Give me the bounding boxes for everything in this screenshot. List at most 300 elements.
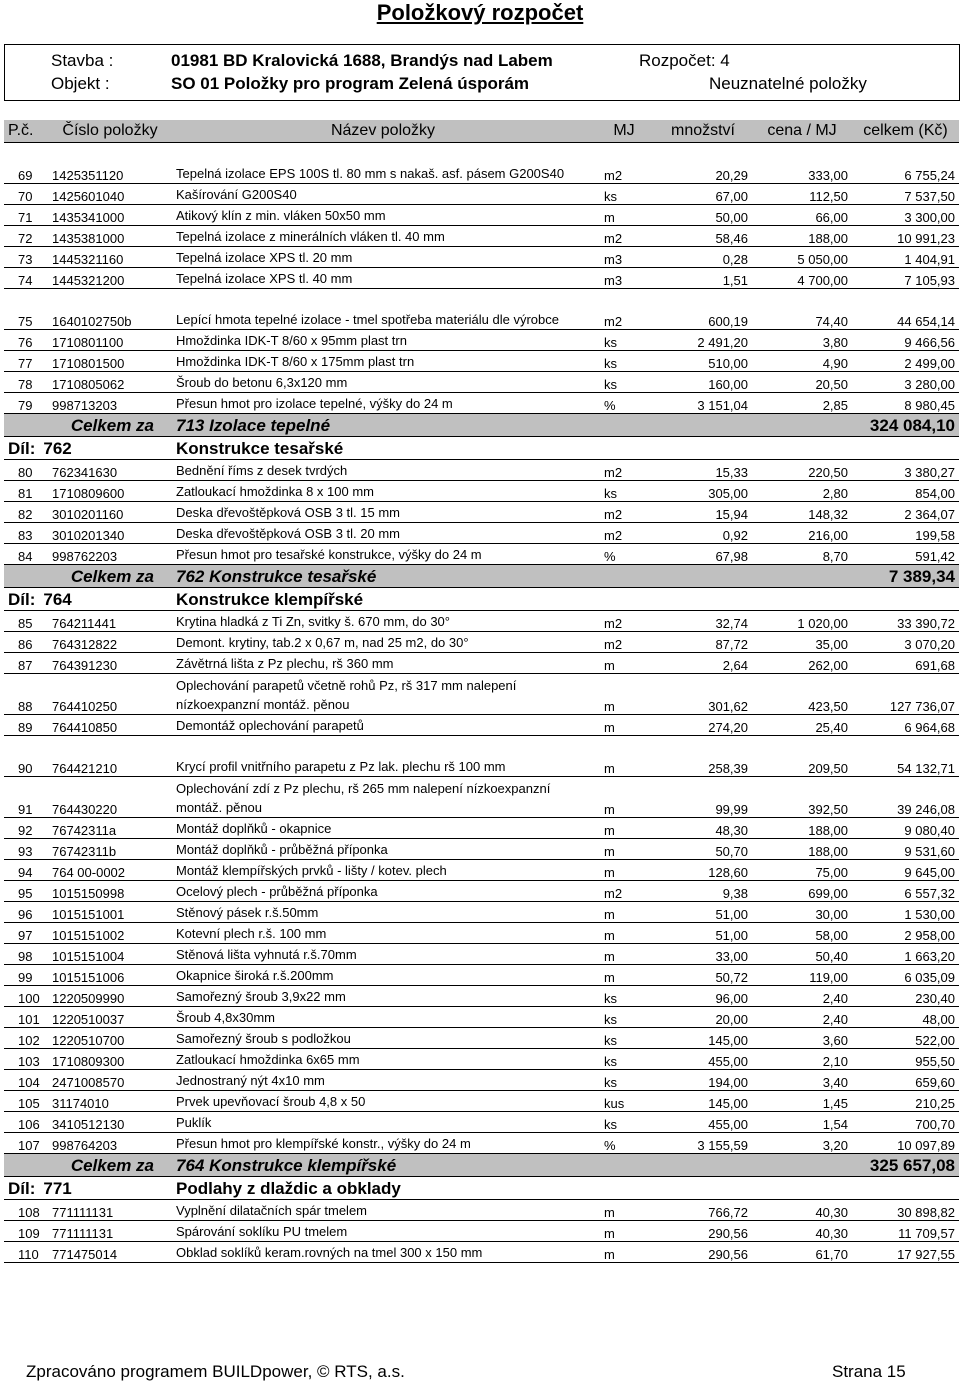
row-mj: m3 xyxy=(594,247,654,268)
row-mj: ks xyxy=(594,481,654,502)
section-label: Díl: xyxy=(8,1179,36,1198)
row-cena: 61,70 xyxy=(752,1242,852,1263)
total-label: Celkem za xyxy=(4,1154,172,1177)
row-mnozstvi: 305,00 xyxy=(654,481,752,502)
table-row xyxy=(4,1007,959,1028)
row-cena: 112,50 xyxy=(752,184,852,205)
table-row xyxy=(4,268,959,289)
row-cena: 2,85 xyxy=(752,393,852,414)
row-cislo: 764410850 xyxy=(48,715,172,736)
row-cislo: 31174010 xyxy=(48,1091,172,1112)
row-mnozstvi: 128,60 xyxy=(654,860,752,881)
table-row xyxy=(4,523,959,544)
row-mj: m2 xyxy=(594,289,654,330)
row-mj: m xyxy=(594,653,654,674)
row-mnozstvi: 0,92 xyxy=(654,523,752,544)
stavba-label: Stavba : xyxy=(51,51,114,70)
row-mj: m xyxy=(594,1242,654,1263)
row-pc: 87 xyxy=(4,653,48,674)
row-cislo: 1435341000 xyxy=(48,205,172,226)
row-mj: ks xyxy=(594,1070,654,1091)
row-mnozstvi: 15,94 xyxy=(654,502,752,523)
row-cena: 3,60 xyxy=(752,1028,852,1049)
row-cislo: 1710809600 xyxy=(48,481,172,502)
row-cena: 1 020,00 xyxy=(752,611,852,632)
footer-left: Zpracováno programem BUILDpower, © RTS, a.s. xyxy=(26,1362,405,1381)
row-celkem: 230,40 xyxy=(852,986,959,1007)
row-cena: 40,30 xyxy=(752,1221,852,1242)
row-celkem: 1 404,91 xyxy=(852,247,959,268)
section-header-row xyxy=(4,437,959,460)
row-nazev: Montáž klempířských prvků - lišty / kotev. plech xyxy=(172,860,594,881)
row-pc: 106 xyxy=(4,1112,48,1133)
table-row xyxy=(4,502,959,523)
table-row xyxy=(4,184,959,205)
row-pc: 97 xyxy=(4,923,48,944)
row-pc: 82 xyxy=(4,502,48,523)
row-cena: 119,00 xyxy=(752,965,852,986)
row-cislo: 1015151004 xyxy=(48,944,172,965)
row-pc: 73 xyxy=(4,247,48,268)
row-nazev: Demont. krytiny, tab.2 x 0,67 m, nad 25 m2, do 30° xyxy=(172,632,594,653)
col-cislo: Číslo položky xyxy=(48,120,172,143)
section-code: 764 xyxy=(43,590,72,609)
table-row xyxy=(4,1112,959,1133)
row-cena: 8,70 xyxy=(752,544,852,565)
section-total-row xyxy=(4,1154,959,1177)
table-row xyxy=(4,460,959,481)
row-cislo: 1425601040 xyxy=(48,184,172,205)
total-name: 713 Izolace tepelné xyxy=(172,414,852,437)
total-value: 7 389,34 xyxy=(852,565,959,588)
row-mj: kus xyxy=(594,1091,654,1112)
row-celkem: 7 105,93 xyxy=(852,268,959,289)
row-cena: 25,40 xyxy=(752,715,852,736)
row-mnozstvi: 2,64 xyxy=(654,653,752,674)
row-celkem: 3 070,20 xyxy=(852,632,959,653)
row-nazev: Jednostraný nýt 4x10 mm xyxy=(172,1070,594,1091)
row-nazev: Kašírování G200S40 xyxy=(172,184,594,205)
row-cena: 220,50 xyxy=(752,460,852,481)
row-mnozstvi: 301,62 xyxy=(654,674,752,715)
row-pc: 74 xyxy=(4,268,48,289)
row-cena: 262,00 xyxy=(752,653,852,674)
row-cislo: 1445321200 xyxy=(48,268,172,289)
row-nazev: Samořezný šroub 3,9x22 mm xyxy=(172,986,594,1007)
row-cislo: 771111131 xyxy=(48,1221,172,1242)
row-pc: 75 xyxy=(4,289,48,330)
table-row xyxy=(4,986,959,1007)
section-label-cell xyxy=(4,1177,172,1200)
row-celkem: 11 709,57 xyxy=(852,1221,959,1242)
row-pc: 104 xyxy=(4,1070,48,1091)
row-pc: 108 xyxy=(4,1200,48,1221)
row-pc: 69 xyxy=(4,143,48,184)
table-row xyxy=(4,818,959,839)
row-mj: m xyxy=(594,1221,654,1242)
row-nazev: Krycí profil vnitřního parapetu z Pz lak. plechu rš 100 mm xyxy=(172,736,594,777)
row-cena: 1,45 xyxy=(752,1091,852,1112)
table-row xyxy=(4,289,959,330)
table-row xyxy=(4,226,959,247)
row-mnozstvi: 50,00 xyxy=(654,205,752,226)
total-label: Celkem za xyxy=(4,565,172,588)
table-row xyxy=(4,330,959,351)
row-mnozstvi: 145,00 xyxy=(654,1028,752,1049)
row-celkem: 6 755,24 xyxy=(852,143,959,184)
row-cena: 4,90 xyxy=(752,351,852,372)
row-mnozstvi: 33,00 xyxy=(654,944,752,965)
row-cislo: 3010201160 xyxy=(48,502,172,523)
row-nazev: Okapnice široká r.š.200mm xyxy=(172,965,594,986)
row-celkem: 8 980,45 xyxy=(852,393,959,414)
row-mnozstvi: 766,72 xyxy=(654,1200,752,1221)
row-cislo: 1015151001 xyxy=(48,902,172,923)
row-mj: m2 xyxy=(594,632,654,653)
row-mnozstvi: 15,33 xyxy=(654,460,752,481)
row-pc: 100 xyxy=(4,986,48,1007)
row-mj: m2 xyxy=(594,881,654,902)
row-cislo: 1640102750b xyxy=(48,289,172,330)
total-name: 764 Konstrukce klempířské xyxy=(172,1154,852,1177)
table-row xyxy=(4,1091,959,1112)
row-celkem: 591,42 xyxy=(852,544,959,565)
row-pc: 85 xyxy=(4,611,48,632)
row-mnozstvi: 0,28 xyxy=(654,247,752,268)
row-cislo: 1710801500 xyxy=(48,351,172,372)
row-mj: ks xyxy=(594,986,654,1007)
row-pc: 98 xyxy=(4,944,48,965)
row-nazev: Hmoždinka IDK-T 8/60 x 95mm plast trn xyxy=(172,330,594,351)
row-mj: m xyxy=(594,1200,654,1221)
row-mj: % xyxy=(594,1133,654,1154)
row-celkem: 48,00 xyxy=(852,1007,959,1028)
table-row xyxy=(4,944,959,965)
row-cislo: 1445321160 xyxy=(48,247,172,268)
row-nazev: Závětrná lišta z Pz plechu, rš 360 mm xyxy=(172,653,594,674)
row-mj: ks xyxy=(594,1049,654,1070)
row-nazev: Ocelový plech - průběžná příponka xyxy=(172,881,594,902)
row-mj: m xyxy=(594,736,654,777)
row-cena: 3,20 xyxy=(752,1133,852,1154)
row-cena: 74,40 xyxy=(752,289,852,330)
row-cena: 188,00 xyxy=(752,818,852,839)
row-nazev: Montáž doplňků - okapnice xyxy=(172,818,594,839)
row-mnozstvi: 258,39 xyxy=(654,736,752,777)
row-cena: 3,80 xyxy=(752,330,852,351)
row-cena: 3,40 xyxy=(752,1070,852,1091)
row-cislo: 3410512130 xyxy=(48,1112,172,1133)
row-cislo: 762341630 xyxy=(48,460,172,481)
section-header-row xyxy=(4,1177,959,1200)
row-nazev: Kotevní plech r.š. 100 mm xyxy=(172,923,594,944)
row-mj: m2 xyxy=(594,143,654,184)
row-mj: m xyxy=(594,944,654,965)
row-pc: 102 xyxy=(4,1028,48,1049)
table-row xyxy=(4,1133,959,1154)
row-pc: 76 xyxy=(4,330,48,351)
row-mj: m xyxy=(594,839,654,860)
row-nazev: Zatloukací hmoždinka 6x65 mm xyxy=(172,1049,594,1070)
row-celkem: 44 654,14 xyxy=(852,289,959,330)
row-pc: 72 xyxy=(4,226,48,247)
row-mnozstvi: 600,19 xyxy=(654,289,752,330)
row-cislo: 764312822 xyxy=(48,632,172,653)
row-mj: m xyxy=(594,860,654,881)
row-cislo: 771475014 xyxy=(48,1242,172,1263)
row-nazev: Obklad soklíků keram.rovných na tmel 300 x 150 mm xyxy=(172,1242,594,1263)
row-mj: m2 xyxy=(594,460,654,481)
row-pc: 99 xyxy=(4,965,48,986)
row-pc: 77 xyxy=(4,351,48,372)
row-nazev: Stěnová lišta vyhnutá r.š.70mm xyxy=(172,944,594,965)
row-cena: 50,40 xyxy=(752,944,852,965)
row-cena: 392,50 xyxy=(752,777,852,818)
row-cislo: 1710809300 xyxy=(48,1049,172,1070)
row-celkem: 700,70 xyxy=(852,1112,959,1133)
table-row xyxy=(4,1221,959,1242)
row-celkem: 17 927,55 xyxy=(852,1242,959,1263)
row-celkem: 3 280,00 xyxy=(852,372,959,393)
page-title: Položkový rozpočet xyxy=(376,0,584,25)
total-label: Celkem za xyxy=(4,414,172,437)
row-celkem: 3 380,27 xyxy=(852,460,959,481)
row-nazev: Hmoždinka IDK-T 8/60 x 175mm plast trn xyxy=(172,351,594,372)
row-cislo: 3010201340 xyxy=(48,523,172,544)
row-pc: 107 xyxy=(4,1133,48,1154)
row-cena: 2,40 xyxy=(752,986,852,1007)
table-row xyxy=(4,860,959,881)
row-pc: 79 xyxy=(4,393,48,414)
row-nazev: Vyplnění dilatačních spár tmelem xyxy=(172,1200,594,1221)
row-cena: 148,32 xyxy=(752,502,852,523)
table-row xyxy=(4,481,959,502)
row-pc: 70 xyxy=(4,184,48,205)
row-cislo: 76742311b xyxy=(48,839,172,860)
table-row xyxy=(4,205,959,226)
table-row xyxy=(4,1028,959,1049)
row-nazev: Přesun hmot pro tesařské konstrukce, výšky do 24 m xyxy=(172,544,594,565)
row-mj: m xyxy=(594,818,654,839)
row-pc: 103 xyxy=(4,1049,48,1070)
row-cislo: 1220510037 xyxy=(48,1007,172,1028)
row-pc: 90 xyxy=(4,736,48,777)
row-cena: 75,00 xyxy=(752,860,852,881)
table-row xyxy=(4,544,959,565)
table-row xyxy=(4,902,959,923)
row-celkem: 10 991,23 xyxy=(852,226,959,247)
row-cena: 40,30 xyxy=(752,1200,852,1221)
row-nazev: Tepelná izolace z minerálních vláken tl. 40 mm xyxy=(172,226,594,247)
section-total-row xyxy=(4,414,959,437)
row-cislo: 764410250 xyxy=(48,674,172,715)
section-label-cell xyxy=(4,588,172,611)
row-celkem: 522,00 xyxy=(852,1028,959,1049)
table-row xyxy=(4,881,959,902)
row-mnozstvi: 3 155,59 xyxy=(654,1133,752,1154)
row-pc: 84 xyxy=(4,544,48,565)
stavba-value: 01981 BD Kralovická 1688, Brandýs nad Labem xyxy=(171,51,553,70)
row-nazev: Šroub do betonu 6,3x120 mm xyxy=(172,372,594,393)
row-nazev: Šroub 4,8x30mm xyxy=(172,1007,594,1028)
row-mnozstvi: 51,00 xyxy=(654,923,752,944)
section-name: Podlahy z dlaždic a obklady xyxy=(172,1177,959,1200)
row-pc: 96 xyxy=(4,902,48,923)
row-nazev: Krytina hladká z Ti Zn, svitky š. 670 mm, do 30° xyxy=(172,611,594,632)
row-cislo: 771111131 xyxy=(48,1200,172,1221)
table-row xyxy=(4,1200,959,1221)
row-mj: ks xyxy=(594,1028,654,1049)
row-mnozstvi: 160,00 xyxy=(654,372,752,393)
row-pc: 94 xyxy=(4,860,48,881)
row-celkem: 9 645,00 xyxy=(852,860,959,881)
section-label: Díl: xyxy=(8,590,36,609)
row-mnozstvi: 96,00 xyxy=(654,986,752,1007)
row-cena: 1,54 xyxy=(752,1112,852,1133)
row-celkem: 6 557,32 xyxy=(852,881,959,902)
row-celkem: 33 390,72 xyxy=(852,611,959,632)
col-celkem: celkem (Kč) xyxy=(852,120,959,143)
row-cena: 30,00 xyxy=(752,902,852,923)
row-nazev: Přesun hmot pro klempířské konstr., výšky do 24 m xyxy=(172,1133,594,1154)
table-body xyxy=(4,143,959,1263)
row-cena: 333,00 xyxy=(752,143,852,184)
row-cena: 66,00 xyxy=(752,205,852,226)
row-cena: 188,00 xyxy=(752,839,852,860)
row-celkem: 955,50 xyxy=(852,1049,959,1070)
table-row xyxy=(4,1242,959,1263)
row-pc: 95 xyxy=(4,881,48,902)
row-cislo: 764 00-0002 xyxy=(48,860,172,881)
row-pc: 71 xyxy=(4,205,48,226)
row-pc: 105 xyxy=(4,1091,48,1112)
row-pc: 83 xyxy=(4,523,48,544)
row-mj: m xyxy=(594,777,654,818)
row-cena: 209,50 xyxy=(752,736,852,777)
row-mj: m2 xyxy=(594,523,654,544)
row-mj: m2 xyxy=(594,502,654,523)
row-cislo: 1710805062 xyxy=(48,372,172,393)
table-row xyxy=(4,736,959,777)
row-cislo: 1435381000 xyxy=(48,226,172,247)
row-mj: % xyxy=(594,393,654,414)
row-celkem: 2 499,00 xyxy=(852,351,959,372)
table-row xyxy=(4,1049,959,1070)
row-celkem: 9 531,60 xyxy=(852,839,959,860)
row-mnozstvi: 274,20 xyxy=(654,715,752,736)
row-cislo: 76742311a xyxy=(48,818,172,839)
row-celkem: 39 246,08 xyxy=(852,777,959,818)
section-label-cell xyxy=(4,437,172,460)
row-cislo: 998713203 xyxy=(48,393,172,414)
row-nazev: Lepící hmota tepelné izolace - tmel spotřeba materiálu dle výrobce xyxy=(172,289,594,330)
section-label: Díl: xyxy=(8,439,36,458)
row-celkem: 30 898,82 xyxy=(852,1200,959,1221)
section-header-row xyxy=(4,588,959,611)
row-cislo: 1425351120 xyxy=(48,143,172,184)
row-celkem: 854,00 xyxy=(852,481,959,502)
row-celkem: 9 466,56 xyxy=(852,330,959,351)
table-row xyxy=(4,923,959,944)
row-cislo: 1220509990 xyxy=(48,986,172,1007)
row-mj: ks xyxy=(594,351,654,372)
row-nazev: Bednění říms z desek tvrdých xyxy=(172,460,594,481)
section-name: Konstrukce klempířské xyxy=(172,588,959,611)
row-cena: 699,00 xyxy=(752,881,852,902)
row-mnozstvi: 194,00 xyxy=(654,1070,752,1091)
objekt-value: SO 01 Položky pro program Zelená úsporám xyxy=(171,74,530,93)
row-celkem: 127 736,07 xyxy=(852,674,959,715)
row-cislo: 1220510700 xyxy=(48,1028,172,1049)
row-pc: 78 xyxy=(4,372,48,393)
row-mnozstvi: 1,51 xyxy=(654,268,752,289)
row-celkem: 2 364,07 xyxy=(852,502,959,523)
row-mnozstvi: 145,00 xyxy=(654,1091,752,1112)
row-mj: ks xyxy=(594,184,654,205)
table-row xyxy=(4,653,959,674)
row-nazev: Montáž doplňků - průběžná příponka xyxy=(172,839,594,860)
row-nazev: Puklík xyxy=(172,1112,594,1133)
row-nazev: Zatloukací hmoždinka 8 x 100 mm xyxy=(172,481,594,502)
section-name: Konstrukce tesařské xyxy=(172,437,959,460)
row-nazev: Stěnový pásek r.š.50mm xyxy=(172,902,594,923)
rozpocet-label: Rozpočet: 4 xyxy=(639,51,730,70)
row-pc: 89 xyxy=(4,715,48,736)
row-mnozstvi: 455,00 xyxy=(654,1049,752,1070)
row-mj: % xyxy=(594,544,654,565)
table-row xyxy=(4,839,959,860)
row-mnozstvi: 58,46 xyxy=(654,226,752,247)
row-mnozstvi: 48,30 xyxy=(654,818,752,839)
row-pc: 92 xyxy=(4,818,48,839)
row-mj: m xyxy=(594,205,654,226)
row-cislo: 1015151006 xyxy=(48,965,172,986)
total-value: 324 084,10 xyxy=(852,414,959,437)
total-value: 325 657,08 xyxy=(852,1154,959,1177)
rozpocet-value: Neuznatelné položky xyxy=(709,74,867,93)
col-mj: MJ xyxy=(594,120,654,143)
row-cislo: 764391230 xyxy=(48,653,172,674)
row-cena: 20,50 xyxy=(752,372,852,393)
row-mnozstvi: 50,70 xyxy=(654,839,752,860)
table-row xyxy=(4,372,959,393)
row-pc: 93 xyxy=(4,839,48,860)
row-cislo: 998762203 xyxy=(48,544,172,565)
row-celkem: 2 958,00 xyxy=(852,923,959,944)
row-nazev: Atikový klín z min. vláken 50x50 mm xyxy=(172,205,594,226)
row-mnozstvi: 290,56 xyxy=(654,1242,752,1263)
row-cena: 5 050,00 xyxy=(752,247,852,268)
row-mnozstvi: 455,00 xyxy=(654,1112,752,1133)
row-cislo: 1015150998 xyxy=(48,881,172,902)
row-celkem: 6 964,68 xyxy=(852,715,959,736)
row-pc: 88 xyxy=(4,674,48,715)
col-pc: P.č. xyxy=(4,120,48,143)
row-mnozstvi: 3 151,04 xyxy=(654,393,752,414)
row-pc: 101 xyxy=(4,1007,48,1028)
table-row xyxy=(4,393,959,414)
col-nazev: Název položky xyxy=(172,120,594,143)
row-celkem: 1 663,20 xyxy=(852,944,959,965)
section-code: 771 xyxy=(43,1179,72,1198)
row-mj: ks xyxy=(594,1007,654,1028)
row-celkem: 691,68 xyxy=(852,653,959,674)
row-mnozstvi: 290,56 xyxy=(654,1221,752,1242)
row-cislo: 2471008570 xyxy=(48,1070,172,1091)
col-cena: cena / MJ xyxy=(752,120,852,143)
row-nazev: Přesun hmot pro izolace tepelné, výšky do 24 m xyxy=(172,393,594,414)
row-cena: 35,00 xyxy=(752,632,852,653)
